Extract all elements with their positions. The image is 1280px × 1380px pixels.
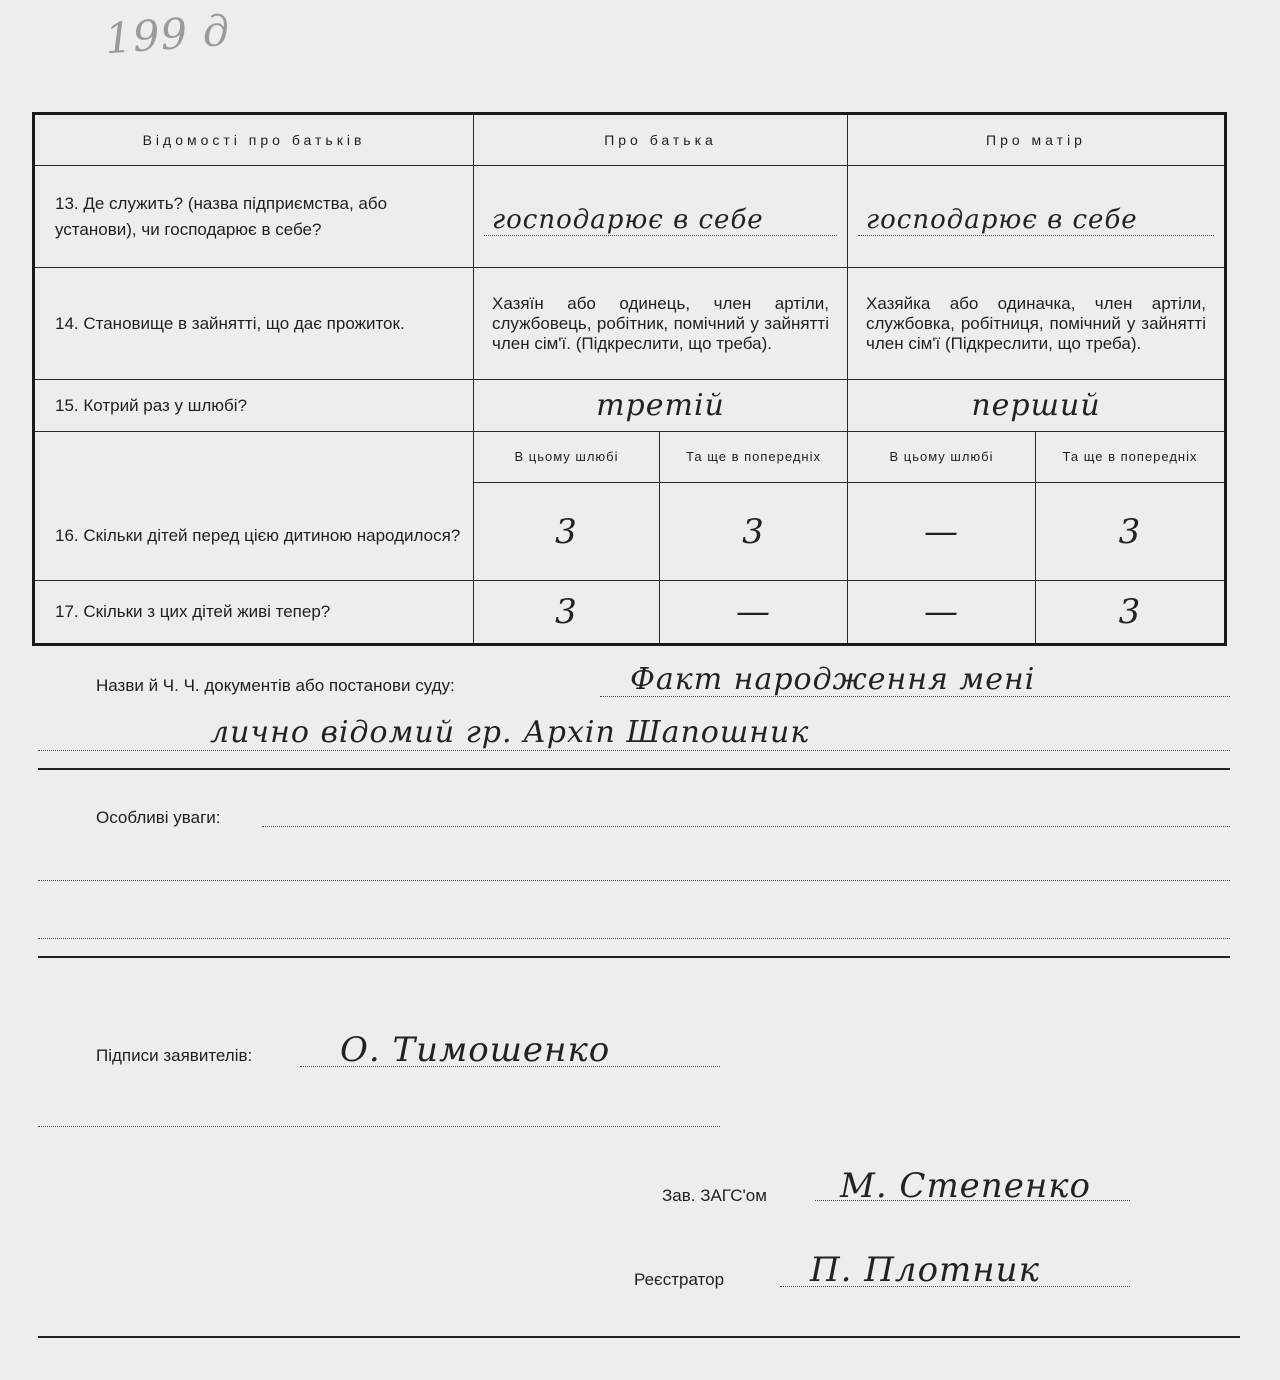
q14-mother-options: Хазяйка або одиначка, член артіли, службовка, робітниця, помічний у зайнятті член сім'ї (Підкреслити, що треба). <box>848 268 1226 380</box>
documents-line2: лично відомий гр. Архіп Шапошник <box>210 715 810 750</box>
applicants-signature: О. Тимошенко <box>340 1030 611 1070</box>
q16-mother-this: — <box>848 483 1036 581</box>
sub-father-this: В цьому шлюбі <box>474 432 660 483</box>
q15-father-text: третій <box>596 388 725 423</box>
q14-father-options: Хазяїн або одинець, член артіли, службовець, робітник, помічний у зайнятті член сім'ї. (Підкреслити, що треба). <box>474 268 848 380</box>
remarks-line3 <box>38 938 1230 939</box>
q17-mother-prev: 3 <box>1036 581 1226 645</box>
q16-mother-prev: 3 <box>1036 483 1226 581</box>
documents-separator <box>38 768 1230 770</box>
row-q17 <box>34 581 1226 645</box>
q13-father-value: господарює в себе <box>492 205 764 235</box>
q15-father-value <box>474 380 848 432</box>
remarks-label: Особливі уваги: <box>96 808 221 827</box>
q13-label: 13. Де служить? (назва підприємства, або установи), чи господарює в себе? <box>34 166 474 268</box>
applicants-line2 <box>38 1126 720 1127</box>
q13-father-cell <box>474 166 848 268</box>
q16-father-prev: 3 <box>660 483 848 581</box>
applicants-line1 <box>300 1066 720 1067</box>
q15-label: 15. Котрий раз у шлюбі? <box>34 380 474 432</box>
registrar-signature: П. Плотник <box>810 1250 1040 1290</box>
row-q15 <box>34 380 1226 432</box>
q17-label: 17. Скільки з цих дітей живі тепер? <box>34 581 474 645</box>
bottom-separator <box>38 1336 1240 1338</box>
row-q13 <box>34 166 1226 268</box>
row-subheaders <box>34 432 1226 483</box>
header-mother: Про матір <box>848 114 1226 166</box>
remarks-line1 <box>262 826 1230 827</box>
remarks-line2 <box>38 880 1230 881</box>
sub-mother-this: В цьому шлюбі <box>848 432 1036 483</box>
header-parents: Відомості про батьків <box>34 114 474 166</box>
q16-label: 16. Скільки дітей перед цією дитиною народилося? <box>34 432 474 581</box>
registrar-label: Реєстратор <box>634 1270 725 1289</box>
row-q14 <box>34 268 1226 380</box>
documents-label: Назви й Ч. Ч. документів або постанови суду: <box>96 676 455 695</box>
q13-mother-cell <box>848 166 1226 268</box>
registrar-line <box>780 1286 1130 1287</box>
applicants-label: Підписи заявителів: <box>96 1046 253 1065</box>
head-label: Зав. ЗАГС'ом <box>662 1186 767 1205</box>
q17-mother-this: — <box>848 581 1036 645</box>
q13-mother-line <box>858 197 1214 236</box>
head-line <box>815 1200 1130 1201</box>
q13-mother-value: господарює в себе <box>866 205 1138 235</box>
documents-line2-dots <box>38 750 1230 751</box>
q17-father-prev: — <box>660 581 848 645</box>
q14-label: 14. Становище в зайнятті, що дає прожиток. <box>34 268 474 380</box>
sub-father-prev: Та ще в попередніх <box>660 432 848 483</box>
corner-note: 199 д <box>103 5 232 64</box>
q13-father-line <box>484 197 837 236</box>
head-signature: М. Степенко <box>840 1166 1091 1206</box>
documents-line1-dots <box>600 696 1230 697</box>
remarks-separator <box>38 956 1230 958</box>
header-father: Про батька <box>474 114 848 166</box>
header-row <box>34 114 1226 166</box>
q15-mother-value <box>848 380 1226 432</box>
q16-father-this: 3 <box>474 483 660 581</box>
q17-father-this: 3 <box>474 581 660 645</box>
q15-mother-text: перший <box>971 388 1101 423</box>
documents-line1: Факт народження мені <box>630 662 1036 697</box>
sub-mother-prev: Та ще в попередніх <box>1036 432 1226 483</box>
parents-info-table <box>32 112 1227 646</box>
